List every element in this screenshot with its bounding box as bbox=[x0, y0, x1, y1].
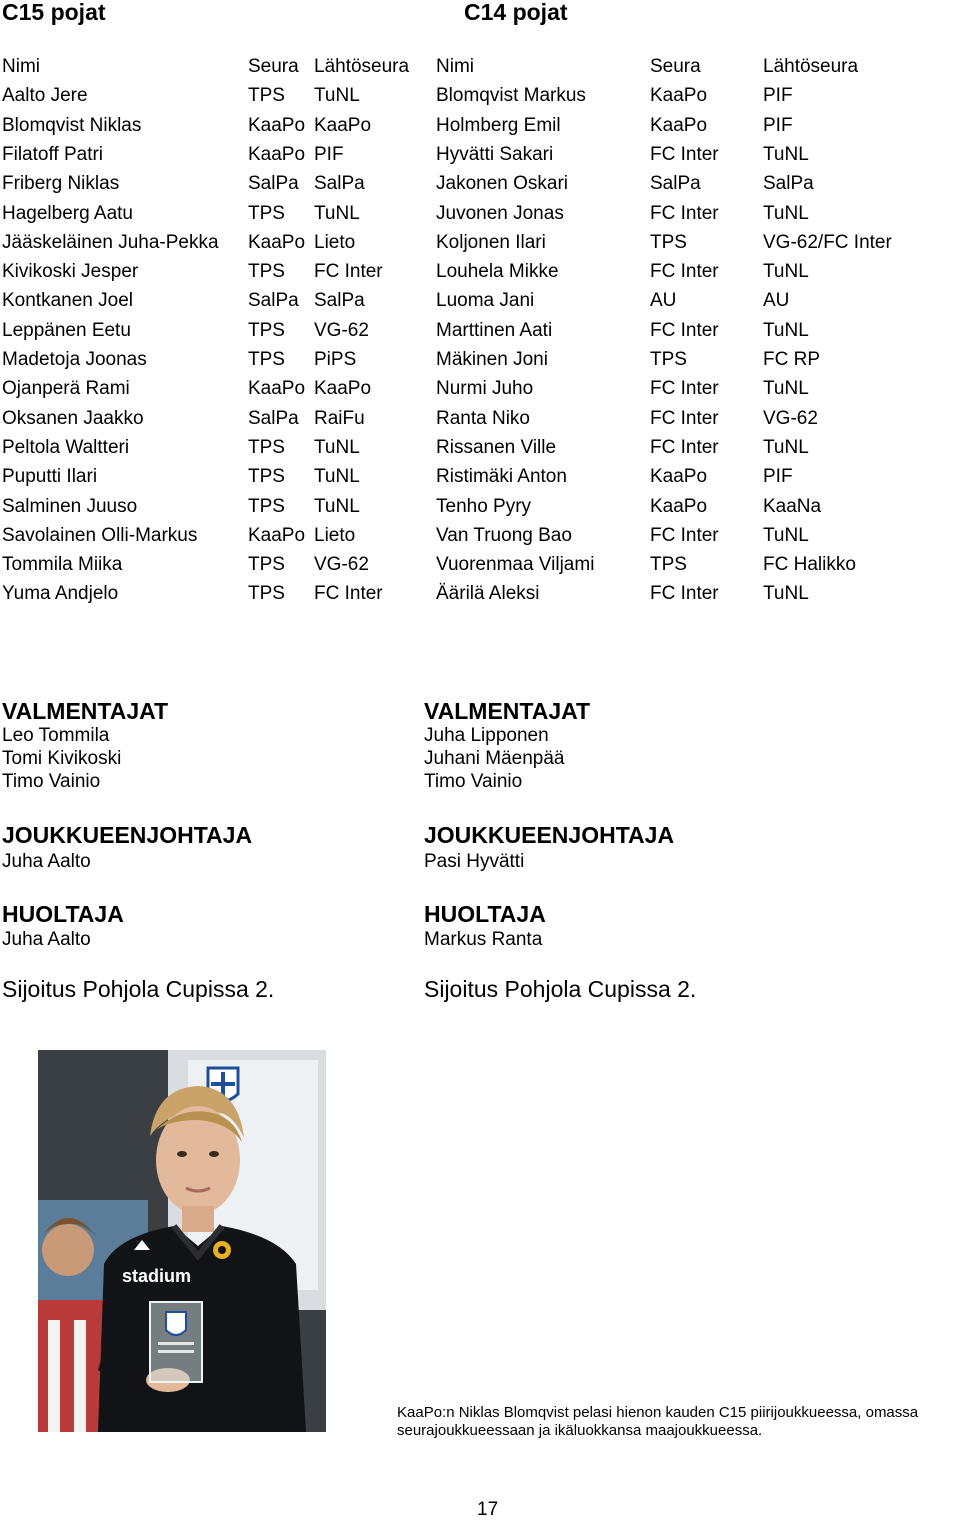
c14-row-name: Louhela Mikke bbox=[436, 261, 559, 282]
c15-row-origin-club: SalPa bbox=[314, 290, 365, 311]
c14-title: C14 pojat bbox=[464, 0, 568, 25]
c14-row-name: Tenho Pyry bbox=[436, 496, 532, 517]
c14-header-origin-club: Lähtöseura bbox=[763, 56, 859, 77]
c14-row-origin-club: TuNL bbox=[763, 378, 809, 399]
c14-row-name: Ranta Niko bbox=[436, 408, 530, 429]
c14-row-club: AU bbox=[650, 290, 677, 311]
c14-row-club: SalPa bbox=[650, 173, 701, 194]
c15-row-origin-club: TuNL bbox=[314, 496, 360, 517]
c15-row-name: Jääskeläinen Juha-Pekka bbox=[2, 232, 219, 253]
c15-coach-2: Tomi Kivikoski bbox=[2, 748, 122, 769]
player-photo-illustration bbox=[38, 1050, 326, 1432]
c15-row-origin-club: VG-62 bbox=[314, 320, 369, 341]
c14-row-origin-club: PIF bbox=[763, 115, 793, 136]
c14-row-name: Juvonen Jonas bbox=[436, 203, 564, 224]
shirt-brand-text: stadium bbox=[122, 1266, 192, 1286]
c15-row-origin-club: RaiFu bbox=[314, 408, 365, 429]
c14-row-club: FC Inter bbox=[650, 378, 719, 399]
photo-caption: KaaPo:n Niklas Blomqvist pelasi hienon kauden C15 piirijoukkueessa, omassa seurajoukkueessaan ja ikäluokkansa maajoukkueessa. bbox=[397, 1404, 919, 1439]
c15-row-club: TPS bbox=[248, 496, 285, 517]
c14-row-origin-club: KaaNa bbox=[763, 496, 822, 517]
c14-row-club: FC Inter bbox=[650, 144, 719, 165]
c14-row-club: TPS bbox=[650, 349, 687, 370]
c14-row-origin-club: TuNL bbox=[763, 437, 809, 458]
c15-row-club: TPS bbox=[248, 203, 285, 224]
c15-header-club: Seura bbox=[248, 56, 299, 77]
c14-row-name: Rissanen Ville bbox=[436, 437, 557, 458]
c15-row-name: Peltola Waltteri bbox=[2, 437, 130, 458]
c14-row-name: Blomqvist Markus bbox=[436, 85, 586, 106]
c15-row-club: TPS bbox=[248, 349, 285, 370]
c14-row-origin-club: TuNL bbox=[763, 320, 809, 341]
c14-row-club: KaaPo bbox=[650, 115, 708, 136]
c15-row-club: TPS bbox=[248, 85, 285, 106]
c14-manager: Pasi Hyvätti bbox=[424, 851, 525, 872]
page-number: 17 bbox=[477, 1499, 499, 1520]
c14-row-club: TPS bbox=[650, 554, 687, 575]
c15-coach-3: Timo Vainio bbox=[2, 771, 101, 792]
c14-row-club: KaaPo bbox=[650, 466, 708, 487]
c15-row-origin-club: TuNL bbox=[314, 437, 360, 458]
c14-caretaker: Markus Ranta bbox=[424, 929, 543, 950]
c14-row-name: Mäkinen Joni bbox=[436, 349, 548, 370]
c15-row-name: Puputti Ilari bbox=[2, 466, 98, 487]
c14-row-club: FC Inter bbox=[650, 437, 719, 458]
c14-row-origin-club: TuNL bbox=[763, 203, 809, 224]
c14-row-name: Äärilä Aleksi bbox=[436, 583, 540, 604]
c14-coach-3: Timo Vainio bbox=[424, 771, 523, 792]
c15-placement: Sijoitus Pohjola Cupissa 2. bbox=[2, 976, 275, 1002]
c15-row-origin-club: KaaPo bbox=[314, 378, 372, 399]
c15-row-club: KaaPo bbox=[248, 144, 306, 165]
c15-row-club: SalPa bbox=[248, 290, 299, 311]
c15-row-name: Tommila Miika bbox=[2, 554, 123, 575]
c14-row-origin-club: VG-62 bbox=[763, 408, 818, 429]
c15-header-name: Nimi bbox=[2, 56, 40, 77]
c15-row-club: TPS bbox=[248, 554, 285, 575]
c15-row-name: Kontkanen Joel bbox=[2, 290, 133, 311]
c15-title: C15 pojat bbox=[2, 0, 106, 25]
c15-row-name: Hagelberg Aatu bbox=[2, 203, 133, 224]
c15-row-name: Friberg Niklas bbox=[2, 173, 120, 194]
c15-row-club: TPS bbox=[248, 466, 285, 487]
c15-caretaker-title: HUOLTAJA bbox=[2, 901, 124, 927]
c15-row-club: TPS bbox=[248, 320, 285, 341]
c14-row-name: Vuorenmaa Viljami bbox=[436, 554, 595, 575]
player-photo bbox=[38, 1050, 326, 1432]
c15-row-origin-club: TuNL bbox=[314, 466, 360, 487]
c14-row-origin-club: PIF bbox=[763, 85, 793, 106]
award-trophy-icon bbox=[150, 1302, 202, 1382]
c15-row-name: Salminen Juuso bbox=[2, 496, 138, 517]
c15-coaches-title: VALMENTAJAT bbox=[2, 698, 169, 724]
c15-row-origin-club: KaaPo bbox=[314, 115, 372, 136]
c15-manager: Juha Aalto bbox=[2, 851, 91, 872]
c15-row-origin-club: PiPS bbox=[314, 349, 357, 370]
c15-header-origin-club: Lähtöseura bbox=[314, 56, 410, 77]
c14-row-club: FC Inter bbox=[650, 261, 719, 282]
c14-row-origin-club: FC RP bbox=[763, 349, 820, 370]
c15-row-name: Kivikoski Jesper bbox=[2, 261, 139, 282]
c14-row-club: FC Inter bbox=[650, 583, 719, 604]
c14-row-origin-club: TuNL bbox=[763, 583, 809, 604]
c15-row-club: TPS bbox=[248, 261, 285, 282]
c15-row-club: TPS bbox=[248, 437, 285, 458]
c15-row-origin-club: PIF bbox=[314, 144, 344, 165]
c15-row-origin-club: SalPa bbox=[314, 173, 365, 194]
c14-header-name: Nimi bbox=[436, 56, 474, 77]
c15-row-club: SalPa bbox=[248, 408, 299, 429]
c14-row-origin-club: TuNL bbox=[763, 144, 809, 165]
c14-row-name: Koljonen Ilari bbox=[436, 232, 546, 253]
c14-row-club: FC Inter bbox=[650, 525, 719, 546]
c14-row-name: Jakonen Oskari bbox=[436, 173, 569, 194]
c15-row-name: Ojanperä Rami bbox=[2, 378, 130, 399]
c15-row-club: TPS bbox=[248, 583, 285, 604]
c15-row-name: Leppänen Eetu bbox=[2, 320, 131, 341]
c14-row-origin-club: FC Halikko bbox=[763, 554, 856, 575]
c14-caretaker-title: HUOLTAJA bbox=[424, 901, 546, 927]
c15-row-name: Aalto Jere bbox=[2, 85, 88, 106]
c14-row-club: FC Inter bbox=[650, 408, 719, 429]
c15-row-club: KaaPo bbox=[248, 525, 306, 546]
c14-row-name: Van Truong Bao bbox=[436, 525, 572, 546]
c14-row-name: Ristimäki Anton bbox=[436, 466, 567, 487]
c14-placement: Sijoitus Pohjola Cupissa 2. bbox=[424, 976, 697, 1002]
c15-row-origin-club: Lieto bbox=[314, 232, 356, 253]
c15-row-origin-club: FC Inter bbox=[314, 261, 383, 282]
c14-row-name: Nurmi Juho bbox=[436, 378, 534, 399]
c15-row-name: Filatoff Patri bbox=[2, 144, 104, 165]
c14-coach-2: Juhani Mäenpää bbox=[424, 748, 565, 769]
c15-row-origin-club: Lieto bbox=[314, 525, 356, 546]
c14-row-name: Marttinen Aati bbox=[436, 320, 553, 341]
c14-coach-1: Juha Lipponen bbox=[424, 725, 549, 746]
c15-row-name: Blomqvist Niklas bbox=[2, 115, 142, 136]
c14-row-origin-club: SalPa bbox=[763, 173, 814, 194]
c14-row-origin-club: VG-62/FC Inter bbox=[763, 232, 892, 253]
c14-row-name: Luoma Jani bbox=[436, 290, 535, 311]
c15-row-origin-club: TuNL bbox=[314, 85, 360, 106]
c15-row-name: Savolainen Olli-Markus bbox=[2, 525, 198, 546]
c15-coach-1: Leo Tommila bbox=[2, 725, 110, 746]
c15-row-name: Oksanen Jaakko bbox=[2, 408, 144, 429]
c14-row-name: Hyvätti Sakari bbox=[436, 144, 554, 165]
c14-header-club: Seura bbox=[650, 56, 701, 77]
c14-row-club: FC Inter bbox=[650, 203, 719, 224]
c14-row-name: Holmberg Emil bbox=[436, 115, 561, 136]
c14-row-club: KaaPo bbox=[650, 85, 708, 106]
c14-coaches-title: VALMENTAJAT bbox=[424, 698, 591, 724]
c15-row-origin-club: FC Inter bbox=[314, 583, 383, 604]
c15-row-club: SalPa bbox=[248, 173, 299, 194]
c14-row-origin-club: PIF bbox=[763, 466, 793, 487]
c15-row-origin-club: VG-62 bbox=[314, 554, 369, 575]
c15-row-club: KaaPo bbox=[248, 378, 306, 399]
c14-row-club: TPS bbox=[650, 232, 687, 253]
c14-row-origin-club: TuNL bbox=[763, 261, 809, 282]
c15-row-club: KaaPo bbox=[248, 232, 306, 253]
c15-manager-title: JOUKKUEENJOHTAJA bbox=[2, 822, 253, 848]
c15-row-origin-club: TuNL bbox=[314, 203, 360, 224]
c15-row-name: Madetoja Joonas bbox=[2, 349, 147, 370]
c14-row-origin-club: TuNL bbox=[763, 525, 809, 546]
c15-row-name: Yuma Andjelo bbox=[2, 583, 119, 604]
c14-row-origin-club: AU bbox=[763, 290, 790, 311]
c14-row-club: FC Inter bbox=[650, 320, 719, 341]
c14-manager-title: JOUKKUEENJOHTAJA bbox=[424, 822, 675, 848]
c15-caretaker: Juha Aalto bbox=[2, 929, 91, 950]
c14-row-club: KaaPo bbox=[650, 496, 708, 517]
c15-row-club: KaaPo bbox=[248, 115, 306, 136]
